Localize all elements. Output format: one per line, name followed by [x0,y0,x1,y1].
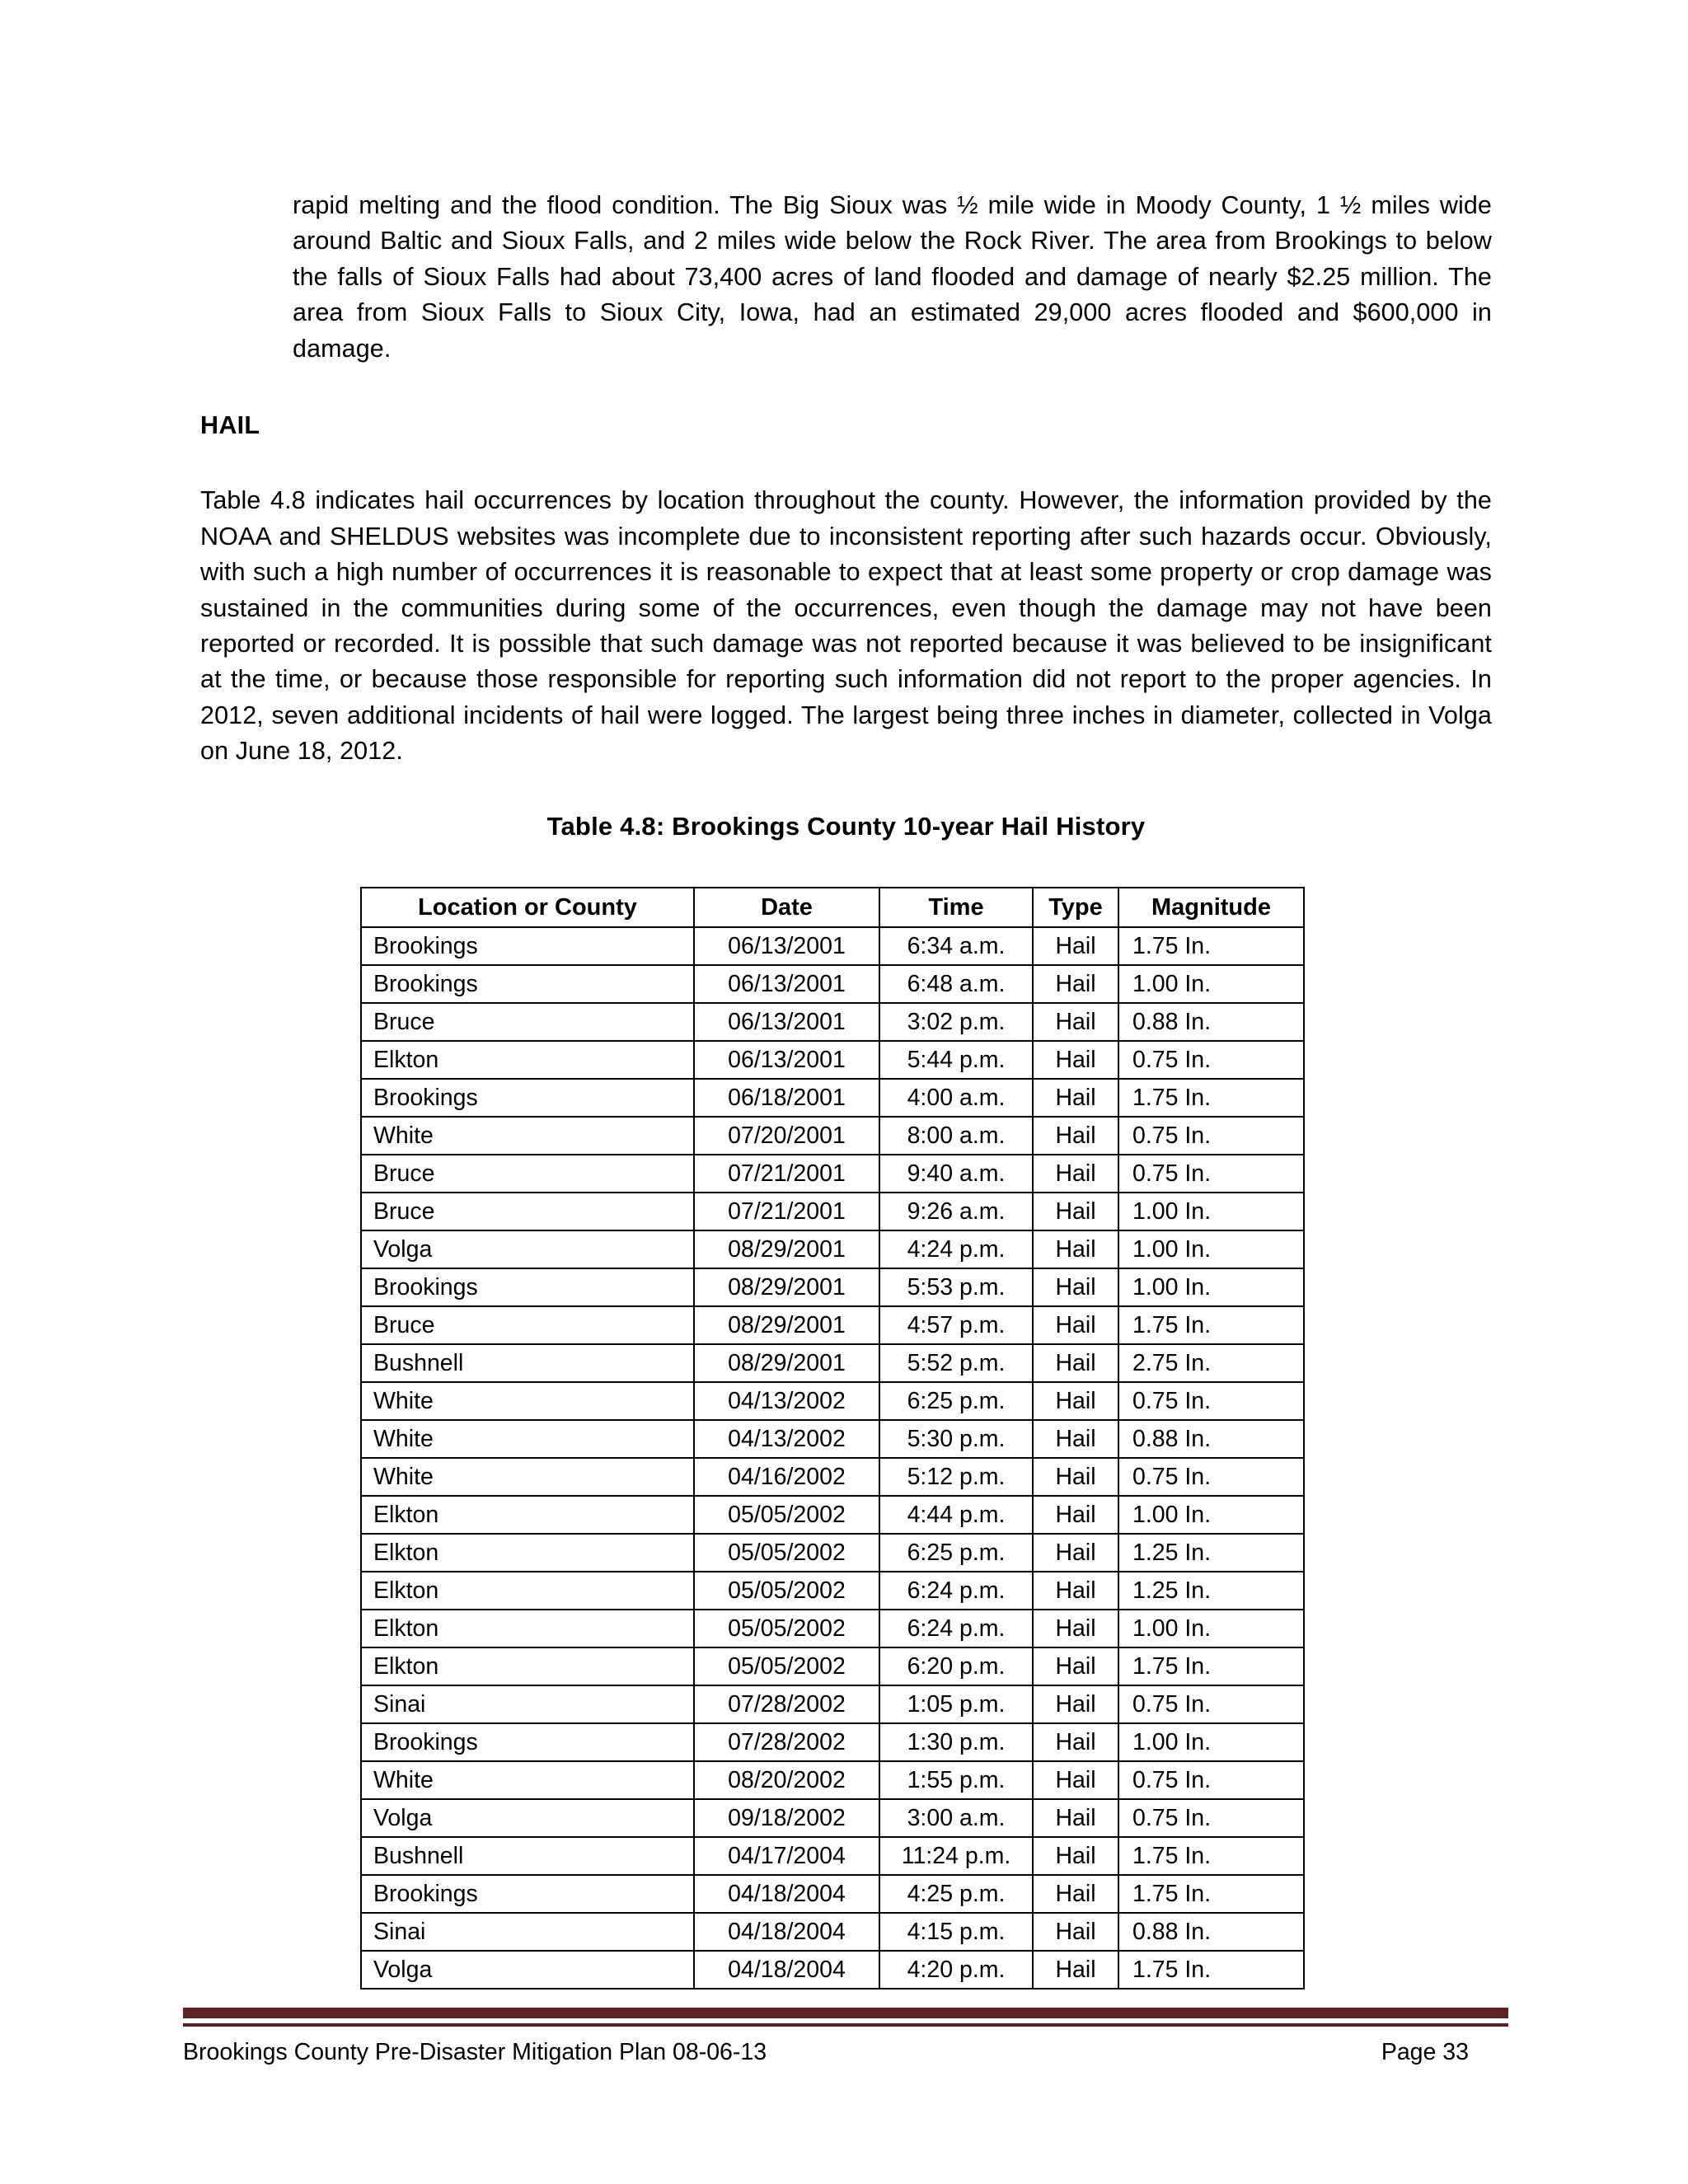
table-row [361,1230,1304,1268]
cell-location: Brookings [361,1079,694,1117]
cell-time: 4:00 a.m. [879,1079,1033,1117]
cell-magnitude: 1.75 In. [1118,1079,1304,1117]
table-row [361,1382,1304,1420]
cell-time: 1:30 p.m. [879,1723,1033,1761]
cell-date: 07/28/2002 [694,1685,879,1723]
table-row [361,1079,1304,1117]
cell-date: 08/29/2001 [694,1306,879,1344]
cell-type: Hail [1033,1799,1118,1837]
table-row [361,1003,1304,1041]
cell-magnitude: 1.00 In. [1118,1610,1304,1647]
cell-time: 5:44 p.m. [879,1041,1033,1079]
cell-magnitude: 1.75 In. [1118,927,1304,965]
cell-date: 05/05/2002 [694,1572,879,1610]
footer-document-title: Brookings County Pre-Disaster Mitigation Plan 08-06-13 [183,2039,767,2065]
table-row [361,1041,1304,1079]
hail-history-table-wrapper [360,887,1303,1990]
table-row [361,1534,1304,1572]
cell-type: Hail [1033,1610,1118,1647]
page-footer [183,2036,1508,2069]
paragraph-hail-description: Table 4.8 indicates hail occurrences by location throughout the county. However, the information provided by the NOAA and SHELDUS websites was incomplete due to inconsistent reporting after such hazards occur. Obviously, with such a high number of occurrences it is reasonable to expect that at least some property or crop damage was sustained in the communities during some of the occurrences, even though the damage may not have been reported or recorded. It is possible that such damage was not reported because it was believed to be insignificant at the time, or because those responsible for reporting such information did not report to the proper agencies. In 2012, seven additional incidents of hail were logged. The largest being three inches in diameter, collected in Volga on June 18, 2012. [200,486,1492,766]
cell-type: Hail [1033,1458,1118,1496]
cell-time: 4:15 p.m. [879,1913,1033,1951]
cell-location: Elkton [361,1534,694,1572]
cell-date: 05/05/2002 [694,1610,879,1647]
cell-magnitude: 0.75 In. [1118,1382,1304,1420]
table-row [361,1193,1304,1230]
cell-location: Bruce [361,1003,694,1041]
table-caption: Table 4.8: Brookings County 10-year Hail History [546,811,1146,841]
cell-type: Hail [1033,1685,1118,1723]
table-row [361,1685,1304,1723]
cell-time: 6:20 p.m. [879,1647,1033,1685]
cell-time: 4:44 p.m. [879,1496,1033,1534]
cell-magnitude: 1.75 In. [1118,1951,1304,1989]
cell-time: 6:24 p.m. [879,1610,1033,1647]
cell-location: White [361,1761,694,1799]
cell-date: 06/13/2001 [694,965,879,1003]
cell-location: White [361,1458,694,1496]
cell-type: Hail [1033,1041,1118,1079]
cell-type: Hail [1033,1003,1118,1041]
cell-type: Hail [1033,1079,1118,1117]
section-heading-hail: HAIL [200,411,260,440]
cell-location: Bruce [361,1155,694,1193]
cell-magnitude: 0.75 In. [1118,1117,1304,1155]
cell-magnitude: 1.75 In. [1118,1837,1304,1875]
cell-time: 6:48 a.m. [879,965,1033,1003]
spacer-after-heading [200,443,1492,483]
column-header-date: Date [694,888,879,927]
hail-history-table [360,887,1305,1990]
table-row [361,1761,1304,1799]
cell-date: 04/18/2004 [694,1875,879,1913]
cell-magnitude: 1.25 In. [1118,1534,1304,1572]
cell-date: 07/21/2001 [694,1193,879,1230]
cell-date: 06/13/2001 [694,927,879,965]
cell-magnitude: 0.75 In. [1118,1155,1304,1193]
cell-type: Hail [1033,1875,1118,1913]
cell-magnitude: 1.00 In. [1118,965,1304,1003]
table-body [361,927,1304,1989]
cell-magnitude: 1.00 In. [1118,1193,1304,1230]
cell-type: Hail [1033,1230,1118,1268]
table-head [361,888,1304,927]
cell-type: Hail [1033,1913,1118,1951]
cell-time: 9:40 a.m. [879,1155,1033,1193]
cell-type: Hail [1033,1268,1118,1306]
table-row [361,1647,1304,1685]
table-row [361,927,1304,965]
table-row [361,1420,1304,1458]
table-row [361,1155,1304,1193]
cell-magnitude: 0.75 In. [1118,1761,1304,1799]
cell-date: 04/18/2004 [694,1913,879,1951]
cell-type: Hail [1033,1155,1118,1193]
cell-time: 5:30 p.m. [879,1420,1033,1458]
cell-type: Hail [1033,1496,1118,1534]
cell-time: 5:53 p.m. [879,1268,1033,1306]
cell-type: Hail [1033,1534,1118,1572]
footer-divider [183,2008,1508,2027]
cell-location: Volga [361,1951,694,1989]
cell-date: 04/18/2004 [694,1951,879,1989]
cell-type: Hail [1033,1647,1118,1685]
cell-type: Hail [1033,1420,1118,1458]
column-header-type: Type [1033,888,1118,927]
cell-magnitude: 0.75 In. [1118,1685,1304,1723]
cell-time: 5:52 p.m. [879,1344,1033,1382]
cell-type: Hail [1033,1306,1118,1344]
cell-magnitude: 1.00 In. [1118,1268,1304,1306]
cell-magnitude: 1.25 In. [1118,1572,1304,1610]
table-row [361,1837,1304,1875]
table-row [361,1268,1304,1306]
table-row [361,1723,1304,1761]
cell-location: Bruce [361,1193,694,1230]
cell-magnitude: 2.75 In. [1118,1344,1304,1382]
cell-location: White [361,1420,694,1458]
cell-location: Bruce [361,1306,694,1344]
cell-date: 08/29/2001 [694,1268,879,1306]
cell-date: 06/13/2001 [694,1003,879,1041]
cell-time: 1:55 p.m. [879,1761,1033,1799]
cell-location: Brookings [361,1723,694,1761]
table-row [361,1913,1304,1951]
cell-location: White [361,1382,694,1420]
cell-magnitude: 0.75 In. [1118,1458,1304,1496]
cell-time: 6:25 p.m. [879,1382,1033,1420]
table-row [361,1875,1304,1913]
cell-magnitude: 0.88 In. [1118,1420,1304,1458]
cell-magnitude: 0.88 In. [1118,1003,1304,1041]
cell-location: White [361,1117,694,1155]
cell-type: Hail [1033,1723,1118,1761]
table-row [361,1344,1304,1382]
cell-time: 6:25 p.m. [879,1534,1033,1572]
cell-location: Elkton [361,1572,694,1610]
cell-magnitude: 0.75 In. [1118,1799,1304,1837]
cell-time: 1:05 p.m. [879,1685,1033,1723]
table-header-row [361,888,1304,927]
table-row [361,1117,1304,1155]
cell-magnitude: 1.75 In. [1118,1875,1304,1913]
page-content [200,188,1492,844]
table-row [361,1610,1304,1647]
cell-type: Hail [1033,965,1118,1003]
cell-magnitude: 1.00 In. [1118,1723,1304,1761]
column-header-location: Location or County [361,888,694,927]
cell-location: Elkton [361,1496,694,1534]
cell-time: 4:25 p.m. [879,1875,1033,1913]
cell-location: Sinai [361,1685,694,1723]
cell-date: 04/13/2002 [694,1420,879,1458]
cell-date: 04/13/2002 [694,1382,879,1420]
cell-location: Brookings [361,1268,694,1306]
cell-date: 08/20/2002 [694,1761,879,1799]
cell-time: 3:00 a.m. [879,1799,1033,1837]
cell-time: 11:24 p.m. [879,1837,1033,1875]
cell-date: 05/05/2002 [694,1496,879,1534]
cell-magnitude: 0.75 In. [1118,1041,1304,1079]
cell-location: Volga [361,1799,694,1837]
cell-date: 07/28/2002 [694,1723,879,1761]
cell-location: Elkton [361,1647,694,1685]
cell-type: Hail [1033,1572,1118,1610]
cell-location: Brookings [361,1875,694,1913]
cell-location: Bushnell [361,1837,694,1875]
spacer-before-table-title [200,770,1492,809]
cell-type: Hail [1033,1382,1118,1420]
cell-location: Bushnell [361,1344,694,1382]
cell-type: Hail [1033,1761,1118,1799]
table-row [361,1458,1304,1496]
cell-magnitude: 0.88 In. [1118,1913,1304,1951]
footer-rule-thick [183,2008,1508,2018]
cell-time: 6:24 p.m. [879,1572,1033,1610]
cell-type: Hail [1033,1837,1118,1875]
cell-type: Hail [1033,1193,1118,1230]
paragraph-flood-continuation: rapid melting and the flood condition. The Big Sioux was ½ mile wide in Moody County, 1 ½ miles wide around Baltic and Sioux Falls, and 2 miles wide below the Rock River. The area from Brookings to below the falls of Sioux Falls had about 73,400 acres of land flooded and damage of nearly $2.25 million. The area from Sioux Falls to Sioux City, Iowa, had an estimated 29,000 acres flooded and $600,000 in damage. [293,191,1492,363]
footer-rule-thin [183,2023,1508,2027]
cell-date: 04/16/2002 [694,1458,879,1496]
column-header-magnitude: Magnitude [1118,888,1304,927]
cell-date: 05/05/2002 [694,1534,879,1572]
table-row [361,1496,1304,1534]
table-row [361,965,1304,1003]
table-row [361,1572,1304,1610]
cell-magnitude: 1.00 In. [1118,1230,1304,1268]
cell-type: Hail [1033,1344,1118,1382]
cell-date: 09/18/2002 [694,1799,879,1837]
footer-page-number: Page 33 [1381,2039,1469,2065]
cell-time: 8:00 a.m. [879,1117,1033,1155]
column-header-time: Time [879,888,1033,927]
cell-date: 07/20/2001 [694,1117,879,1155]
cell-location: Brookings [361,927,694,965]
cell-location: Elkton [361,1041,694,1079]
cell-date: 05/05/2002 [694,1647,879,1685]
cell-date: 08/29/2001 [694,1344,879,1382]
cell-magnitude: 1.75 In. [1118,1647,1304,1685]
cell-magnitude: 1.75 In. [1118,1306,1304,1344]
cell-date: 04/17/2004 [694,1837,879,1875]
cell-time: 6:34 a.m. [879,927,1033,965]
spacer-before-heading [200,367,1492,408]
cell-magnitude: 1.00 In. [1118,1496,1304,1534]
cell-type: Hail [1033,927,1118,965]
cell-date: 08/29/2001 [694,1230,879,1268]
cell-location: Volga [361,1230,694,1268]
cell-date: 06/18/2001 [694,1079,879,1117]
cell-time: 3:02 p.m. [879,1003,1033,1041]
cell-time: 5:12 p.m. [879,1458,1033,1496]
cell-date: 07/21/2001 [694,1155,879,1193]
cell-time: 4:24 p.m. [879,1230,1033,1268]
cell-date: 06/13/2001 [694,1041,879,1079]
cell-time: 4:57 p.m. [879,1306,1033,1344]
cell-type: Hail [1033,1951,1118,1989]
table-row [361,1951,1304,1989]
cell-location: Elkton [361,1610,694,1647]
table-row [361,1799,1304,1837]
cell-time: 4:20 p.m. [879,1951,1033,1989]
cell-location: Brookings [361,965,694,1003]
table-row [361,1306,1304,1344]
cell-location: Sinai [361,1913,694,1951]
cell-time: 9:26 a.m. [879,1193,1033,1230]
cell-type: Hail [1033,1117,1118,1155]
